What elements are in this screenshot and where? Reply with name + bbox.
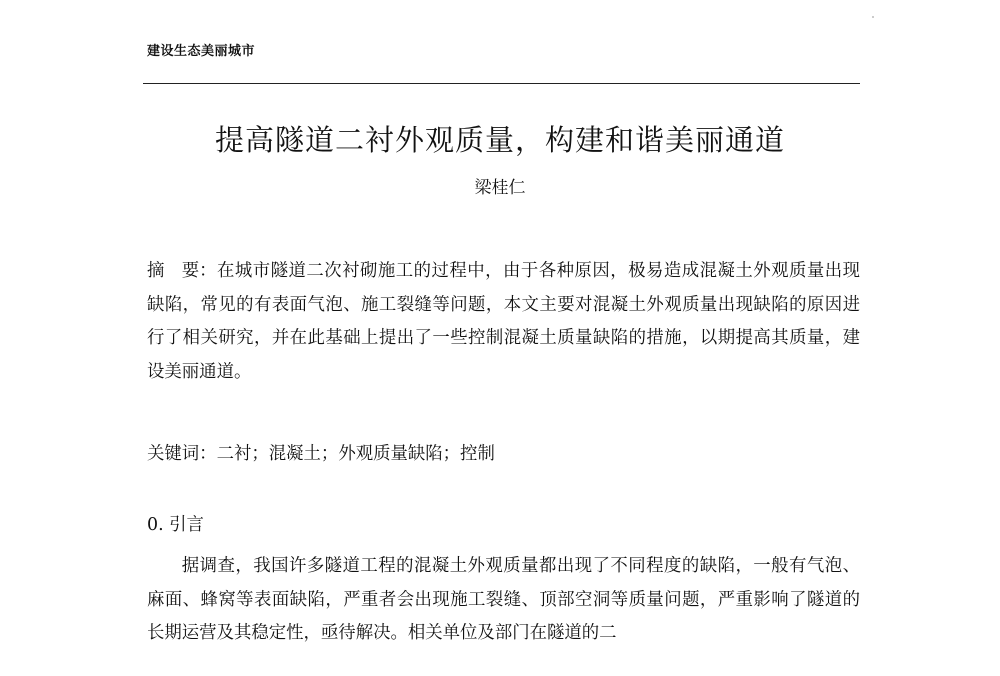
section-heading-introduction: 0. 引言 [147, 515, 204, 535]
intro-paragraph: 据调查，我国许多隧道工程的混凝土外观质量都出现了不同程度的缺陷，一般有气泡、麻面、蜂窝等表面缺陷，严重者会出现施工裂缝、顶部空洞等质量问题，严重影响了隧道的长期运营及其稳定性，亟待解决。相关单位及部门在隧道的二 [147, 556, 860, 643]
running-header: 建设生态美丽城市 [147, 44, 256, 59]
scan-speck [872, 16, 874, 18]
abstract-label: 摘 要： [147, 261, 217, 281]
abstract [147, 255, 860, 389]
keywords-text: 二衬；混凝土；外观质量缺陷；控制 [216, 444, 495, 464]
paper-title: 提高隧道二衬外观质量，构建和谐美丽通道 [214, 123, 785, 157]
abstract-text: 在城市隧道二次衬砌施工的过程中，由于各种原因，极易造成混凝土外观质量出现缺陷，常见的有表面气泡、施工裂缝等问题，本文主要对混凝土外观质量出现缺陷的原因进行了相关研究，并在此基础上提出了一些控制混凝土质量缺陷的措施，以期提高其质量，建设美丽通道。 [147, 261, 860, 382]
keywords [147, 438, 860, 472]
header-rule [143, 83, 860, 84]
keywords-label: 关键词： [147, 444, 217, 464]
author-name: 梁桂仁 [474, 178, 526, 198]
